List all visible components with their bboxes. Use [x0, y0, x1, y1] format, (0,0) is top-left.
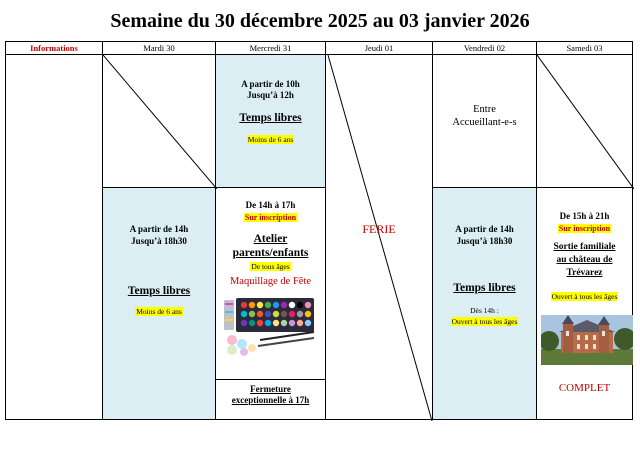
- crossed-out-diagonal: [103, 55, 217, 189]
- header-mercredi: Mercredi 31: [215, 41, 326, 55]
- vendredi-afternoon-cell: [432, 187, 537, 420]
- vendredi-age-badge: Ouvert à tous les âges: [451, 317, 518, 326]
- mercredi-morning-cell: [215, 54, 326, 188]
- vendredi-morning-cell: [432, 54, 537, 188]
- vendredi-time-start: A partir de 14h: [455, 224, 514, 234]
- samedi-activity-line2: au château de: [556, 255, 613, 265]
- jeudi-cell: [325, 54, 433, 420]
- vendredi-activity: Temps libres: [453, 282, 516, 294]
- mercredi-inscription-badge: Sur inscription: [244, 213, 297, 222]
- informations-cell: [5, 54, 103, 420]
- vendredi-time-end: Jusqu’à 18h30: [456, 236, 513, 246]
- samedi-age-badge: Ouvert à tous les âges: [551, 292, 618, 301]
- samedi-activity-line3: Trévarez: [566, 268, 603, 278]
- vendredi-morning-line2: Accueillant-e-s: [452, 117, 517, 128]
- samedi-status: COMPLET: [558, 382, 611, 394]
- page-title: Semaine du 30 décembre 2025 au 03 janvier 2026: [110, 10, 530, 32]
- mardi-time-start: A partir de 14h: [129, 224, 189, 234]
- mercredi-time-start: A partir de 10h: [241, 79, 300, 89]
- header-informations: Informations: [5, 41, 103, 55]
- header-samedi: Samedi 03: [536, 41, 633, 55]
- mercredi-activity-line1: Atelier: [253, 233, 288, 245]
- header-jeudi: Jeudi 01: [325, 41, 433, 55]
- samedi-inscription-badge: Sur inscription: [558, 224, 611, 233]
- mardi-morning-cell: [102, 54, 216, 188]
- chateau-trevarez-image: [541, 315, 633, 365]
- vendredi-age-line1: Dès 14h :: [470, 306, 499, 315]
- mercredi-age-badge: De tous âges: [251, 262, 290, 271]
- mercredi-time-end: Jusqu’à 12h: [247, 90, 294, 100]
- samedi-activity-line1: Sortie familiale: [553, 242, 616, 252]
- makeup-palette-image: [222, 296, 320, 356]
- header-mardi: Mardi 30: [102, 41, 216, 55]
- samedi-morning-cell: [536, 54, 633, 188]
- schedule-table: [5, 41, 633, 420]
- mercredi-morning-activity: Temps libres: [239, 112, 302, 124]
- mercredi-afternoon-time: De 14h à 17h: [245, 200, 296, 210]
- mercredi-closing-cell: [215, 379, 326, 420]
- samedi-afternoon-cell: [536, 187, 633, 420]
- closing-line1: Fermeture: [250, 384, 291, 394]
- mardi-activity: Temps libres: [127, 285, 191, 297]
- mardi-afternoon-cell: [102, 187, 216, 420]
- samedi-time: De 15h à 21h: [559, 211, 610, 221]
- closing-line2: exceptionnelle à 17h: [231, 395, 310, 405]
- mercredi-afternoon-cell: [215, 187, 326, 380]
- mercredi-subtitle: Maquillage de Fête: [229, 276, 312, 287]
- header-vendredi: Vendredi 02: [432, 41, 537, 55]
- vendredi-morning-line1: Entre: [473, 104, 496, 115]
- mardi-time-end: Jusqu’à 18h30: [131, 236, 187, 246]
- mercredi-morning-age-badge: Moins de 6 ans: [247, 135, 294, 144]
- crossed-out-diagonal: [326, 55, 434, 421]
- holiday-label: FERIE: [362, 222, 396, 236]
- mercredi-activity-line2: parents/enfants: [232, 247, 309, 259]
- mardi-age-badge: Moins de 6 ans: [136, 307, 182, 316]
- crossed-out-diagonal: [537, 55, 634, 189]
